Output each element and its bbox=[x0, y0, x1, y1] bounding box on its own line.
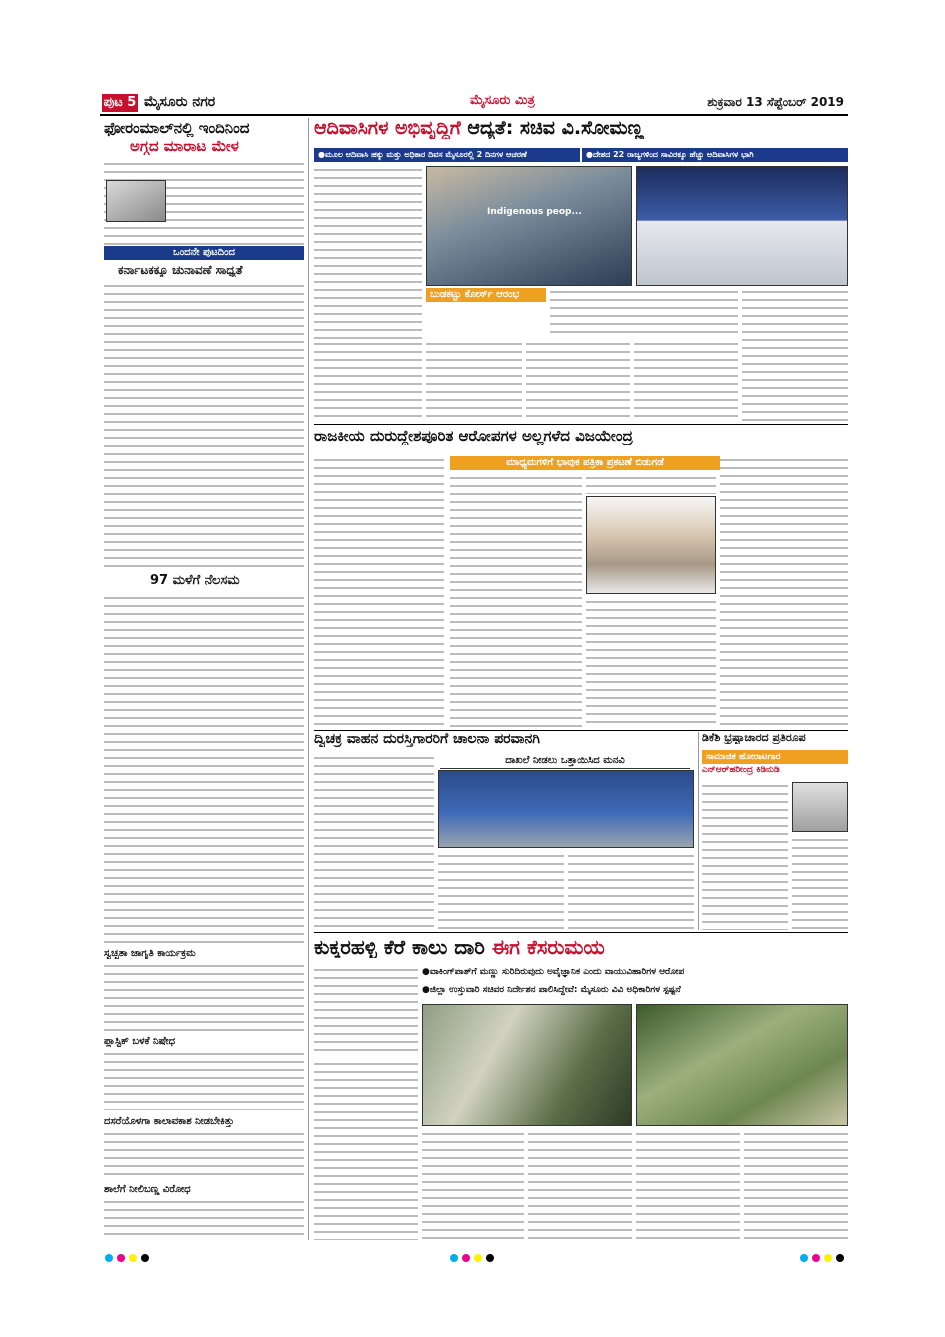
cyan-dot bbox=[450, 1254, 458, 1262]
section-divider bbox=[314, 730, 848, 731]
lake-path-photo-2 bbox=[636, 1004, 848, 1126]
vijayendra-portrait bbox=[586, 496, 716, 594]
section-divider bbox=[314, 932, 848, 933]
dks-body-col2 bbox=[792, 836, 848, 930]
vijayendra-body-col2 bbox=[450, 474, 582, 728]
masthead-logo: ಮೈಸೂರು ಮಿತ್ರ bbox=[470, 93, 535, 108]
registration-marks-left bbox=[105, 1254, 225, 1262]
kukkarahalli-body-col3 bbox=[528, 1130, 632, 1240]
lake-path-photo-1 bbox=[422, 1004, 632, 1126]
newspaper-page bbox=[100, 90, 848, 1240]
vijayendra-body-col1 bbox=[314, 456, 444, 728]
rain-headline: 97 ಮಳೆಗೆ ನೆಲಸಮ bbox=[150, 574, 240, 588]
photo-banner-text: Indigenous peop... bbox=[487, 207, 582, 217]
minister-speech-photo bbox=[426, 166, 632, 286]
license-body-col3 bbox=[568, 852, 694, 930]
yellow-dot bbox=[129, 1254, 137, 1262]
dasara-headline: ದಸರೆಯೊಳಗಾ ಕಾಲಾವಕಾಶ ನೀಡಬೇಕಿತ್ತು bbox=[104, 1116, 235, 1127]
adivasi-headline-part-a: ಆದಿವಾಸಿಗಳ ಅಭಿವೃದ್ಧಿಗೆ bbox=[314, 118, 468, 139]
adivasi-body-col5 bbox=[634, 340, 738, 422]
kukkarahalli-intro bbox=[314, 966, 418, 1056]
adivasi-sub-headline: ಬುಡಕಟ್ಟು ಕೋರ್ಸ್ ಆರಂಭ bbox=[426, 288, 546, 302]
vijayendra-headline: ರಾಜಕೀಯ ದುರುದ್ದೇಶಪೂರಿತ ಆರೋಪಗಳ ಅಲ್ಲಗಳೆದ ವಿಜಯೇಂದ್ರ bbox=[314, 428, 633, 445]
section-divider bbox=[314, 424, 848, 425]
shalege-body bbox=[104, 1198, 304, 1238]
yellow-dot bbox=[474, 1254, 482, 1262]
plastic-ban-body bbox=[104, 1050, 304, 1110]
onde-puta-label: ಒಂದನೇ ಪುಟದಿಂದ bbox=[104, 246, 304, 260]
kukkarahalli-body-col4 bbox=[636, 1130, 740, 1240]
dks-body-col1 bbox=[702, 782, 788, 930]
adivasi-strap-2: ●ದೇಶದ 22 ರಾಜ್ಯಗಳಿಂದ ಸಾವಿರಕ್ಕೂ ಹೆಚ್ಚು ಆದಿವಾಸಿಗಳ ಭಾಗಿ bbox=[582, 148, 848, 162]
dks-sub: ಎನ್‌ಆರ್‌ಹರೀಂದ್ರ ಕಿಡಿನುಡಿ bbox=[702, 766, 780, 775]
shalege-headline: ಶಾಲೆಗೆ ನೀಲಿಬಣ್ಣ ವಿರೋಧ bbox=[104, 1184, 191, 1195]
kukkarahalli-body-col5 bbox=[744, 1130, 848, 1240]
election-headline: ಕರ್ನಾಟಕಕ್ಕೂ ಚುನಾವಣೆ ಸಾಧ್ಯತೆ bbox=[118, 264, 243, 277]
forum-mall-headline-2: ಅಗ್ಗದ ಮಾರಾಟ ಮೇಳ bbox=[130, 138, 239, 155]
forum-mall-headline-1: ಫೋರಂಮಾಲ್‌ನಲ್ಲಿ ಇಂದಿನಿಂದ bbox=[104, 120, 250, 137]
kukkarahalli-bullet-1: ●ವಾಕಿಂಗ್‌ಪಾತ್‌ಗೆ ಮಣ್ಣು ಸುರಿದಿರುವುದು ಅವೈಜ್ಞಾನಿಕ ಎಂದು ವಾಯುವಿಹಾರಿಗಳ ಆರೋಪ bbox=[422, 968, 685, 977]
kukkarahalli-headline bbox=[314, 936, 848, 958]
page-number-badge: ಪುಟ 5 bbox=[103, 95, 137, 110]
registration-marks-right bbox=[800, 1254, 860, 1262]
adivasi-body-col2 bbox=[314, 340, 422, 422]
license-body-col1 bbox=[314, 754, 434, 930]
kukkarahalli-bullet-2: ●ಜಿಲ್ಲಾ ಉಸ್ತುವಾರಿ ಸಚಿವರ ನಿರ್ದೇಶನ ಪಾಲಿಸಿದ್ದೇವೆ: ಮೈಸೂರು ವಿವಿ ಅಧಿಕಾರಿಗಳ ಸ್ಪಷ್ಟನೆ bbox=[422, 986, 681, 995]
adivasi-body-col6 bbox=[742, 288, 848, 422]
magenta-dot bbox=[462, 1254, 470, 1262]
registration-marks-center bbox=[450, 1254, 510, 1262]
cyan-dot bbox=[105, 1254, 113, 1262]
rain-body bbox=[104, 594, 304, 944]
adivasi-headline-part-b: ಆದ್ಯತೆ: ಸಚಿವ ವಿ.ಸೋಮಣ್ಣ bbox=[467, 118, 644, 139]
page-header bbox=[100, 90, 848, 116]
section-title: ಮೈಸೂರು ನಗರ bbox=[144, 94, 216, 110]
mechanics-group-photo bbox=[438, 770, 694, 848]
license-headline: ದ್ವಿಚಕ್ರ ವಾಹನ ದುರಸ್ತಿಗಾರರಿಗೆ ಚಾಲನಾ ಪರವಾನಗಿ bbox=[314, 732, 540, 747]
column-divider bbox=[308, 118, 309, 1240]
plastic-awareness-body bbox=[104, 962, 304, 1032]
cyan-dot bbox=[800, 1254, 808, 1262]
magenta-dot bbox=[117, 1254, 125, 1262]
adivasi-lead-text bbox=[550, 288, 738, 338]
vijayendra-body-col4 bbox=[586, 598, 716, 728]
black-dot bbox=[141, 1254, 149, 1262]
kukkarahalli-headline-part-b: ಈಗ ಕೆಸರುಮಯ bbox=[491, 936, 605, 958]
issue-date: ಶುಕ್ರವಾರ 13 ಸೆಪ್ಟೆಂಬರ್ 2019 bbox=[707, 95, 844, 109]
license-body-col2 bbox=[438, 852, 564, 930]
election-body bbox=[104, 282, 304, 572]
license-photo-caption: ದಾಖಲೆ ನೀಡಲು ಒತ್ತಾಯಿಸಿದ ಮನವಿ bbox=[440, 754, 690, 769]
dks-headline: ಡಿಕೆಶಿ ಭ್ರಷ್ಟಾಚಾರದ ಪ್ರತಿರೂಪ bbox=[702, 732, 806, 744]
dks-kicker: ಸಾಮಾಜಿಕ ಹೋರಾಟಗಾರ bbox=[702, 750, 848, 764]
adivasi-strap-1: ●ಮೂಲ ಆದಿವಾಸಿ ಹಕ್ಕು ಮತ್ತು ಅಧಿಕಾರ ದಿವಸ ಮೈಸೂರಲ್ಲಿ 2 ದಿನಗಳ ಆಚರಣೆ bbox=[314, 148, 580, 162]
adivasi-body-col3 bbox=[426, 340, 522, 422]
kukkarahalli-headline-part-a: ಕುಕ್ಕರಹಳ್ಳಿ ಕೆರೆ ಕಾಲು ದಾರಿ bbox=[314, 936, 492, 958]
vijayendra-kicker: ಮಾಧ್ಯಮಗಳಿಗೆ ಭಾವುಕ ಪತ್ರಿಕಾ ಪ್ರಕಟಣೆ ಬಿಡುಗಡೆ bbox=[450, 456, 720, 470]
column-divider bbox=[698, 732, 699, 930]
kukkarahalli-body-col1 bbox=[314, 1060, 418, 1240]
forum-mall-photo bbox=[106, 180, 166, 222]
hareendra-portrait bbox=[792, 782, 848, 832]
audience-photo bbox=[636, 166, 848, 286]
vijayendra-body-col3 bbox=[586, 474, 716, 494]
kukkarahalli-body-col2 bbox=[422, 1130, 524, 1240]
dasara-body bbox=[104, 1130, 304, 1180]
magenta-dot bbox=[812, 1254, 820, 1262]
black-dot bbox=[836, 1254, 844, 1262]
yellow-dot bbox=[824, 1254, 832, 1262]
adivasi-headline bbox=[314, 118, 848, 139]
vijayendra-body-col5 bbox=[720, 456, 848, 728]
black-dot bbox=[486, 1254, 494, 1262]
adivasi-body-col4 bbox=[526, 340, 630, 422]
plastic-awareness-headline: ಸ್ವಚ್ಛತಾ ಜಾಗೃತಿ ಕಾರ್ಯಕ್ರಮ bbox=[104, 948, 196, 959]
plastic-ban-headline: ಪ್ಲಾಸ್ಟಿಕ್ ಬಳಕೆ ನಿಷೇಧ bbox=[104, 1036, 176, 1047]
